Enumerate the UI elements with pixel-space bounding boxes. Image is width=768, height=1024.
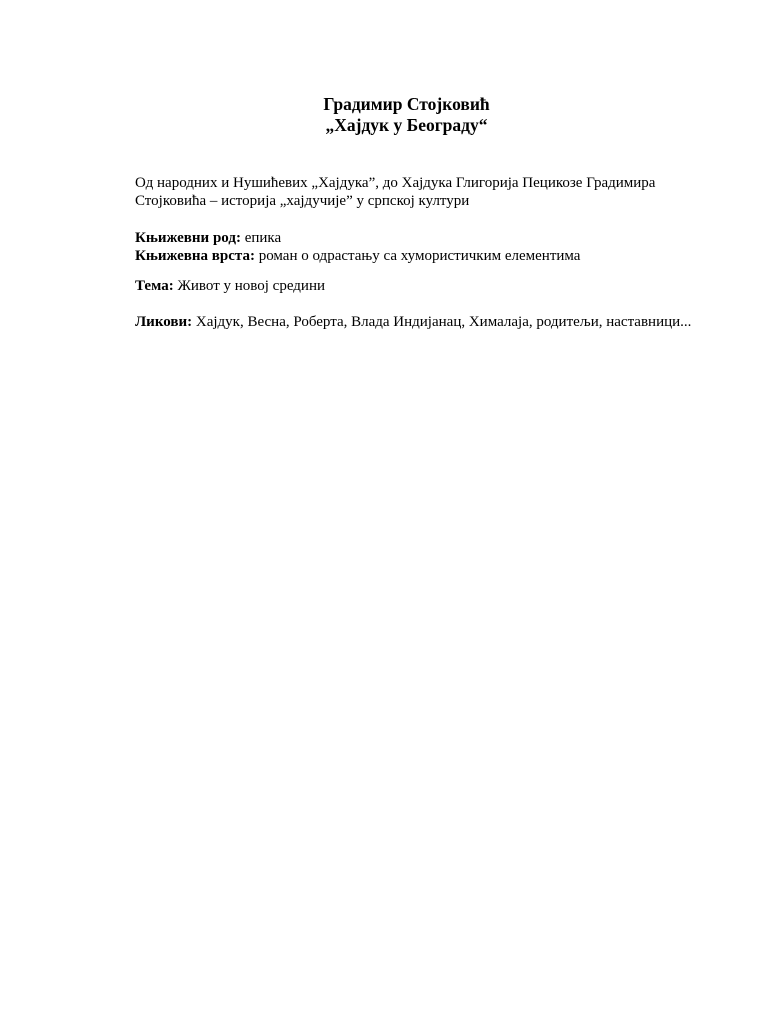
work-title: „Хајдук у Београду“ (325, 115, 488, 135)
field-theme (135, 277, 695, 295)
document-title (0, 94, 768, 136)
field-literary-type (135, 247, 695, 265)
field-label: Књижевна врста: (135, 248, 255, 264)
field-value: роман о одрастању са хумористичким елементима (254, 248, 581, 264)
intro-paragraph: Од народних и Нушићевих „Хајдука”, до Хајдука Глигорија Пецикозе Градимира Стојковића – историја „хајдучије” у српској култури (135, 175, 656, 209)
field-value: Живот у новој средини (173, 278, 326, 294)
field-characters (135, 313, 695, 331)
field-value: епика (240, 230, 282, 246)
field-value: Хајдук, Весна, Роберта, Влада Индијанац, Хималаја, родитељи, наставници... (192, 314, 692, 330)
author-name: Градимир Стојковић (323, 94, 490, 114)
field-label: Тема: (135, 278, 174, 294)
field-label: Ликови: (135, 314, 193, 330)
field-label: Књижевни род: (135, 230, 241, 246)
field-literary-kind (135, 229, 695, 247)
document-body (135, 174, 695, 331)
genre-group (135, 229, 695, 265)
